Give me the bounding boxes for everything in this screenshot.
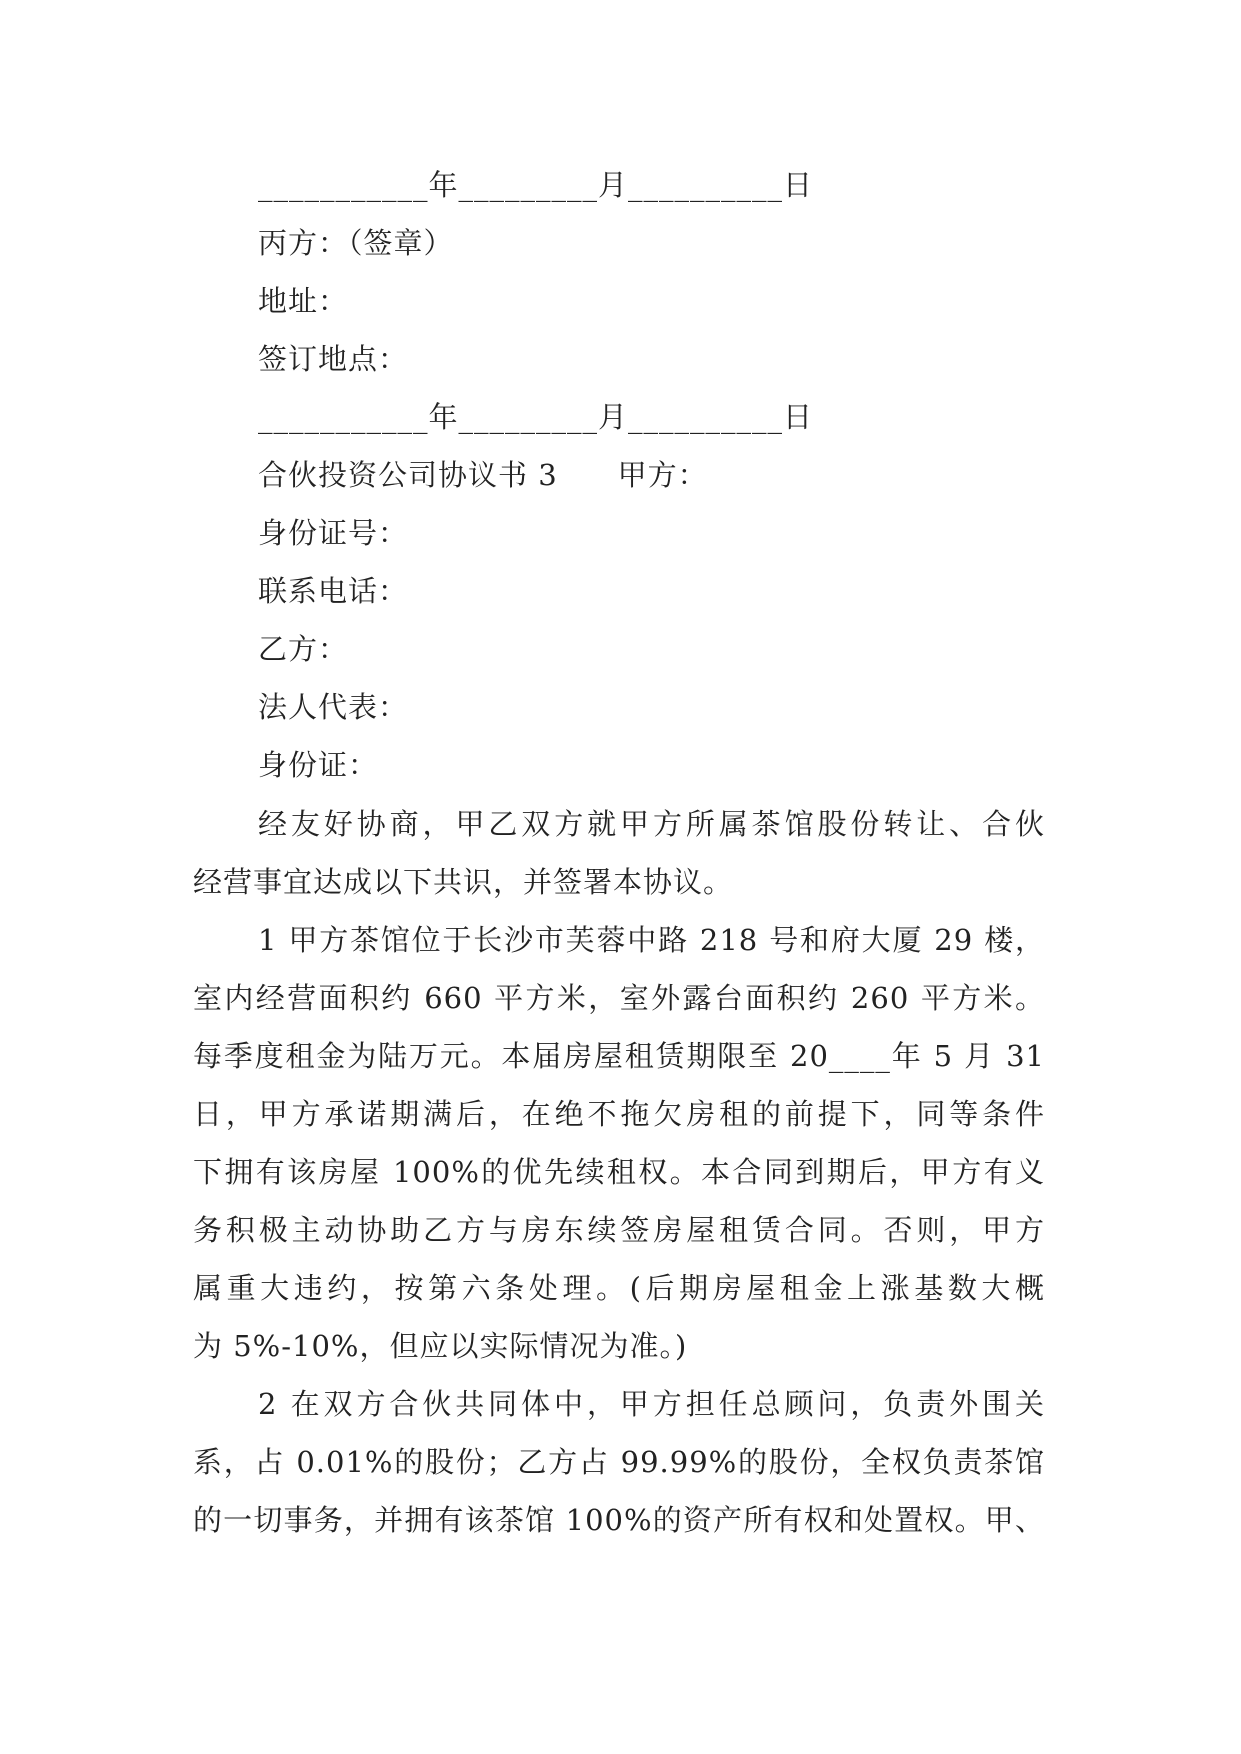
party-b-label: 乙方：: [258, 632, 349, 666]
address-label: 地址：: [258, 284, 349, 318]
party-c-signature: 丙方：（签章）: [258, 226, 454, 260]
agreement-heading: 合伙投资公司协议书 3 甲方：: [258, 458, 708, 492]
clause-2-line-3: 的一切事务，并拥有该茶馆 100%的资产所有权和处置权。甲、: [193, 1503, 1045, 1537]
clause-1-line-4: 日，甲方承诺期满后，在绝不拖欠房租的前提下，同等条件: [193, 1097, 1045, 1131]
legal-rep-label: 法人代表：: [258, 690, 409, 724]
date-line-2: ___________年_________月__________日: [258, 400, 814, 434]
id-number-label: 身份证号：: [258, 516, 409, 550]
clause-1-line-5: 下拥有该房屋 100%的优先续租权。本合同到期后，甲方有义: [193, 1155, 1045, 1189]
clause-1-line-3: 每季度租金为陆万元。本届房屋租赁期限至 20____年 5 月 31: [193, 1039, 1045, 1073]
clause-2-line-2: 系，占 0.01%的股份；乙方占 99.99%的股份，全权负责茶馆: [193, 1445, 1045, 1479]
clause-1-line-1: 1 甲方茶馆位于长沙市芙蓉中路 218 号和府大厦 29 楼，: [258, 923, 1045, 957]
id-label: 身份证：: [258, 748, 379, 782]
clause-1-line-6: 务积极主动协助乙方与房东续签房屋租赁合同。否则，甲方: [193, 1213, 1045, 1247]
paragraph-intro-line-2: 经营事宜达成以下共识，并签署本协议。: [193, 865, 734, 899]
date-line-1: ___________年_________月__________日: [258, 168, 814, 202]
clause-1-line-8: 为 5%-10%，但应以实际情况为准。): [193, 1329, 688, 1363]
signing-place-label: 签订地点：: [258, 342, 409, 376]
phone-label: 联系电话：: [258, 574, 409, 608]
clause-1-line-7: 属重大违约，按第六条处理。(后期房屋租金上涨基数大概: [193, 1271, 1045, 1305]
clause-2-line-1: 2 在双方合伙共同体中，甲方担任总顾问，负责外围关: [258, 1387, 1045, 1421]
paragraph-intro-line-1: 经友好协商，甲乙双方就甲方所属茶馆股份转让、合伙: [258, 807, 1045, 841]
clause-1-line-2: 室内经营面积约 660 平方米，室外露台面积约 260 平方米。: [193, 981, 1046, 1015]
